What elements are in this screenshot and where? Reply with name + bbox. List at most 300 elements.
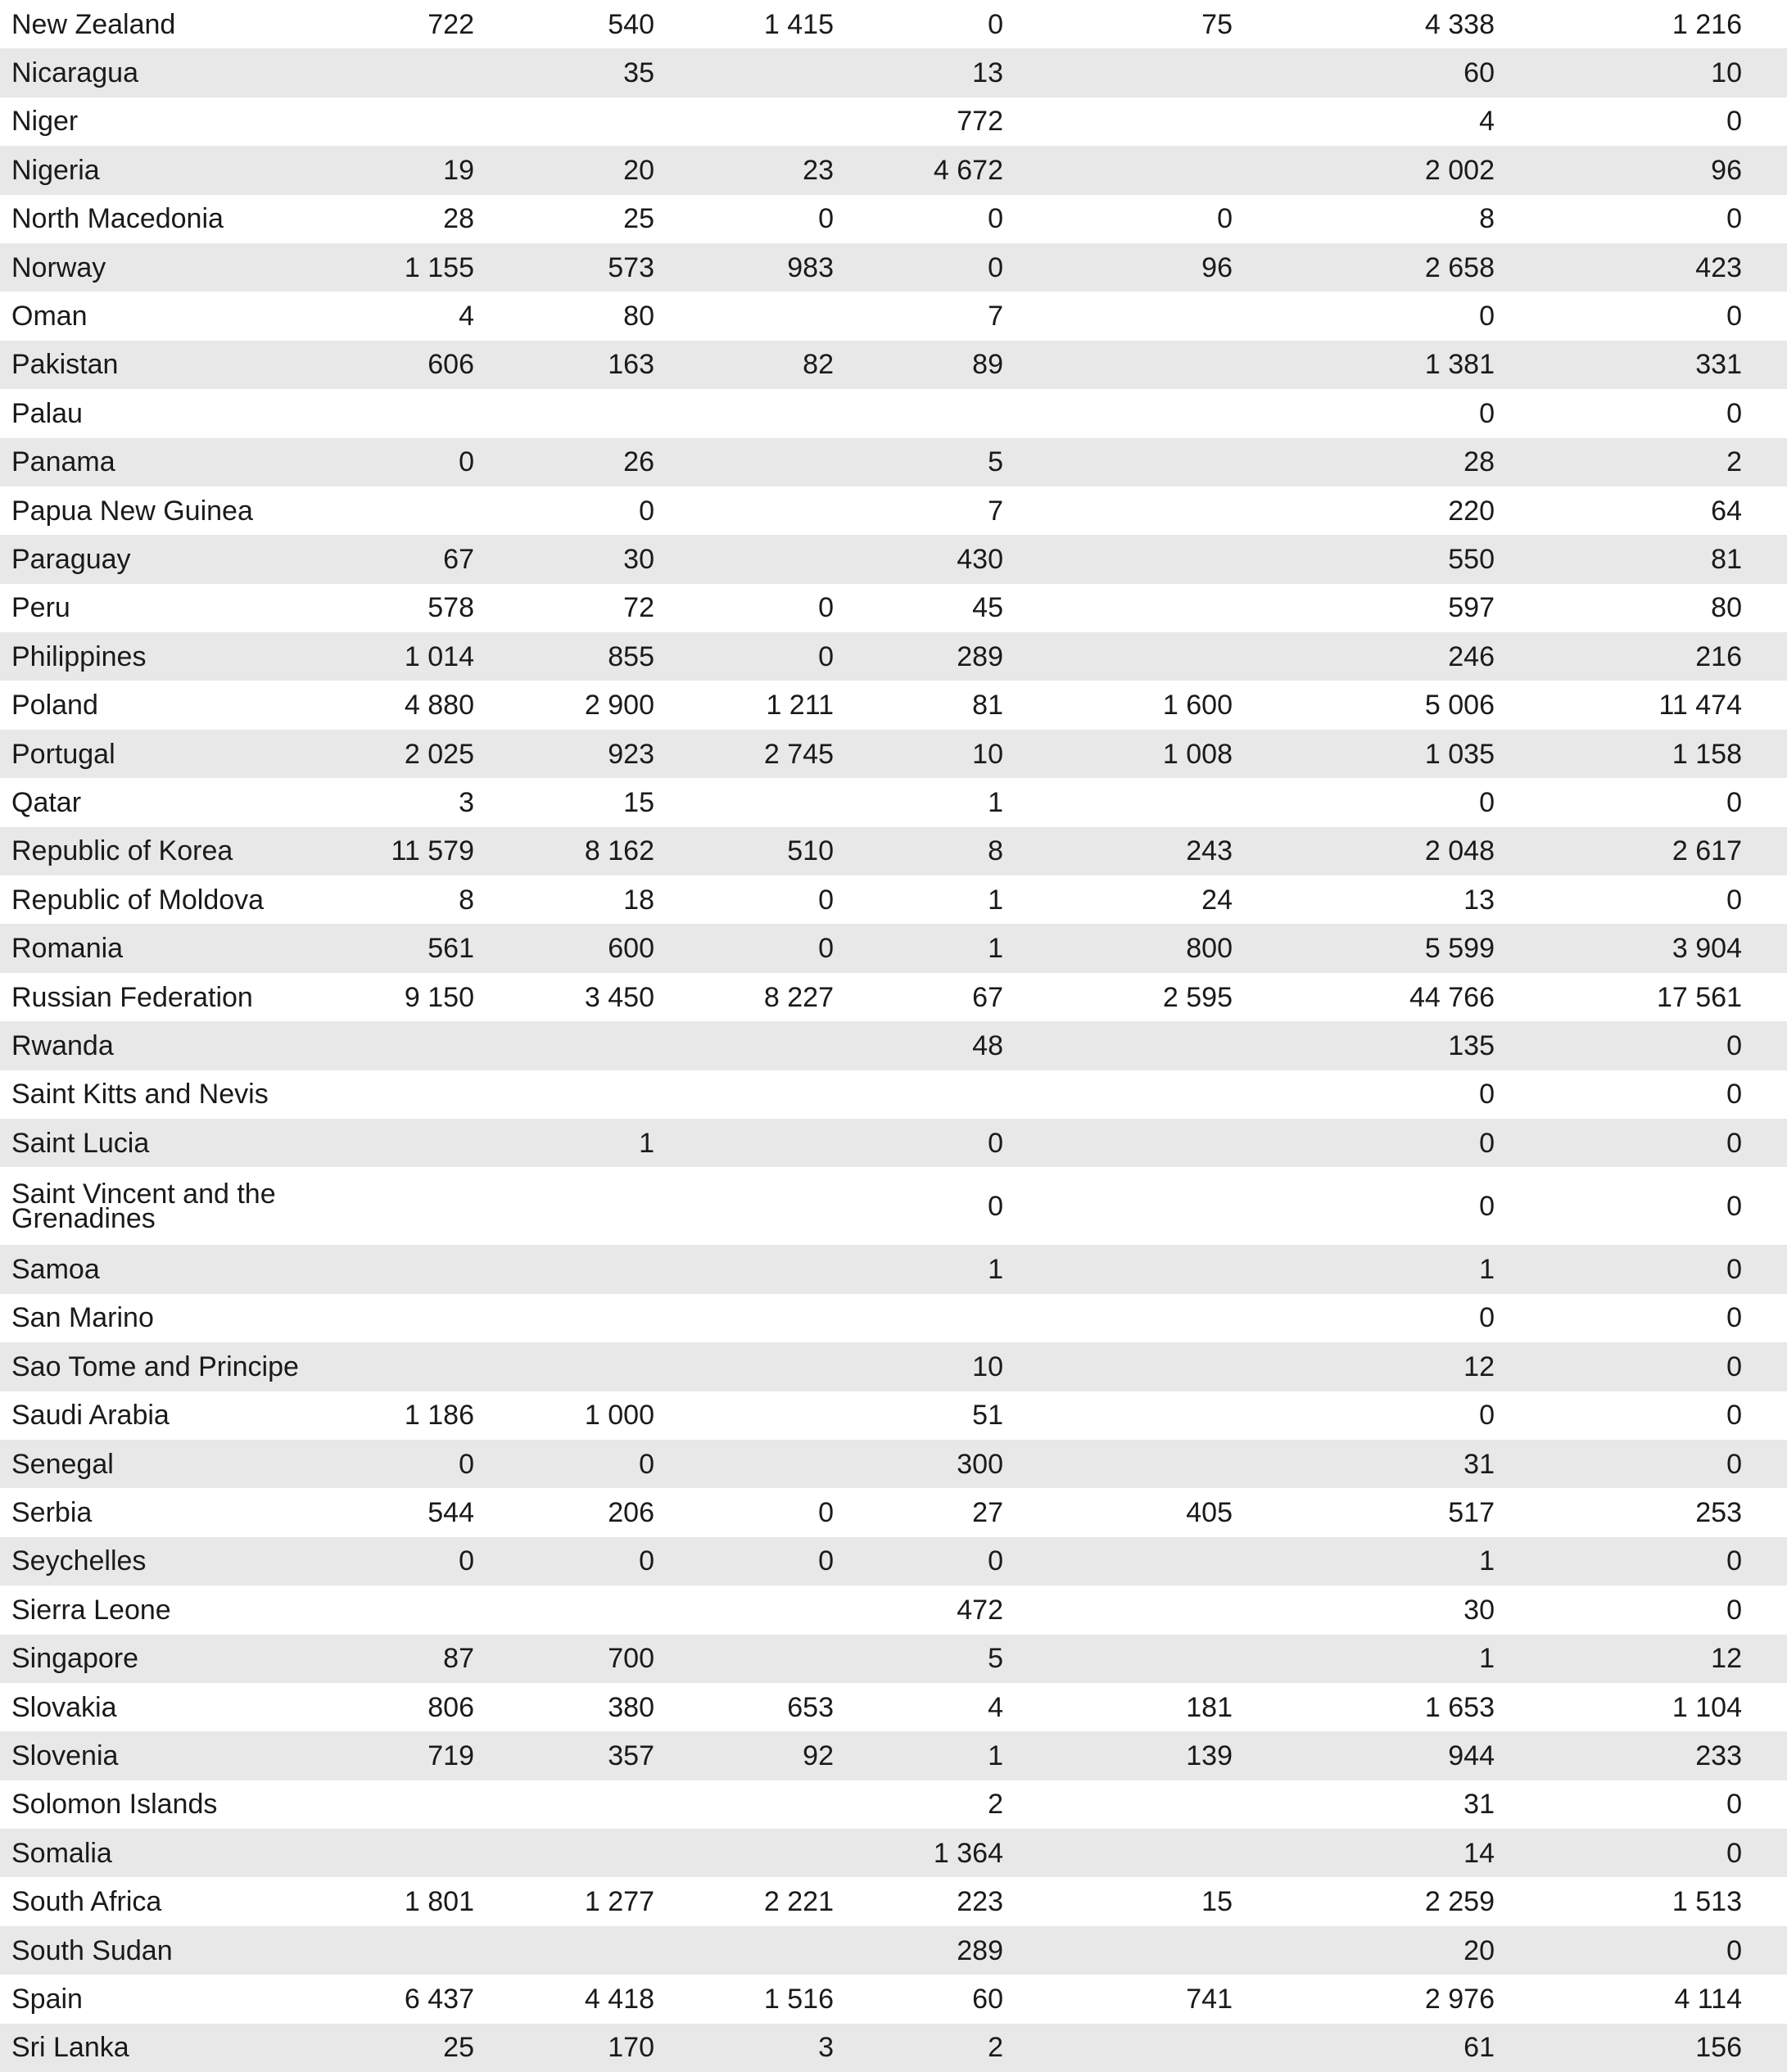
value-cell: 0 [1278,1294,1540,1342]
value-cell: 12 [1278,1342,1540,1391]
value-cell: 25 [344,2024,520,2072]
value-cell [700,535,880,583]
value-cell: 156 [1540,2024,1787,2072]
country-cell: Spain [0,1975,344,2023]
value-cell [520,1294,700,1342]
value-cell: 0 [1540,1167,1787,1245]
value-cell: 2 617 [1540,827,1787,875]
country-cell: Romania [0,924,344,972]
value-cell: 1 [1278,1537,1540,1586]
value-cell: 700 [520,1635,700,1683]
value-cell: 1 158 [1540,730,1787,778]
value-cell: 0 [1278,778,1540,826]
value-cell [520,1926,700,1975]
country-cell: Singapore [0,1635,344,1683]
country-cell: Republic of Korea [0,827,344,875]
value-cell: 0 [1540,1021,1787,1070]
country-cell: Qatar [0,778,344,826]
value-cell [520,1586,700,1634]
value-cell: 772 [880,97,1049,146]
value-cell: 13 [1278,875,1540,924]
value-cell [700,1119,880,1167]
value-cell: 1 [1278,1635,1540,1683]
value-cell: 944 [1278,1731,1540,1780]
value-cell: 28 [1278,438,1540,486]
value-cell: 48 [880,1021,1049,1070]
value-cell: 1 381 [1278,341,1540,389]
value-cell: 1 [880,924,1049,972]
value-cell: 1 216 [1540,0,1787,48]
value-cell [700,1245,880,1293]
value-cell [700,1070,880,1119]
value-cell: 24 [1049,875,1278,924]
value-cell: 28 [344,195,520,243]
value-cell: 1 277 [520,1877,700,1925]
country-cell: Saint Kitts and Nevis [0,1070,344,1119]
value-cell: 35 [520,48,700,97]
value-cell: 2 595 [1049,973,1278,1021]
value-cell: 7 [880,292,1049,340]
value-cell: 3 450 [520,973,700,1021]
table-row [0,973,1787,1021]
country-cell: Peru [0,584,344,632]
value-cell [700,1342,880,1391]
table-row [0,1829,1787,1877]
value-cell: 80 [1540,584,1787,632]
table-row [0,243,1787,292]
value-cell: 5 599 [1278,924,1540,972]
value-cell: 81 [1540,535,1787,583]
value-cell: 87 [344,1635,520,1683]
value-cell [1049,2024,1278,2072]
value-cell: 517 [1278,1488,1540,1536]
value-cell: 4 114 [1540,1975,1787,2023]
value-cell: 14 [1278,1829,1540,1877]
table-row [0,1245,1787,1293]
value-cell: 181 [1049,1683,1278,1731]
value-cell: 8 [1278,195,1540,243]
country-cell: Portugal [0,730,344,778]
value-cell [880,1294,1049,1342]
value-cell: 4 [1278,97,1540,146]
country-cell: Samoa [0,1245,344,1293]
table-row [0,1683,1787,1731]
value-cell: 4 672 [880,146,1049,194]
value-cell [700,1829,880,1877]
value-cell: 0 [1540,1294,1787,1342]
value-cell [700,1440,880,1488]
value-cell: 5 [880,438,1049,486]
table-row [0,389,1787,437]
value-cell [1049,48,1278,97]
value-cell [700,486,880,535]
value-cell: 0 [880,195,1049,243]
value-cell [344,1586,520,1634]
table-row [0,292,1787,340]
value-cell [1049,632,1278,681]
country-cell: Saint Vincent and the Grenadines [0,1167,344,1245]
value-cell: 10 [880,1342,1049,1391]
table-row [0,1391,1787,1440]
table-row [0,1440,1787,1488]
table-row [0,584,1787,632]
value-cell: 1 008 [1049,730,1278,778]
value-cell: 0 [880,0,1049,48]
value-cell: 578 [344,584,520,632]
value-cell: 243 [1049,827,1278,875]
value-cell: 96 [1540,146,1787,194]
value-cell: 722 [344,0,520,48]
value-cell [344,1342,520,1391]
value-cell: 472 [880,1586,1049,1634]
value-cell: 0 [1540,389,1787,437]
table-row [0,1975,1787,2023]
value-cell [344,1926,520,1975]
table-row [0,632,1787,681]
value-cell: 9 150 [344,973,520,1021]
value-cell: 0 [1540,195,1787,243]
value-cell [520,1245,700,1293]
value-cell: 61 [1278,2024,1540,2072]
value-cell: 0 [1540,1245,1787,1293]
country-cell: Oman [0,292,344,340]
country-cell: Slovakia [0,1683,344,1731]
value-cell: 0 [344,1440,520,1488]
value-cell [344,1245,520,1293]
value-cell: 1 415 [700,0,880,48]
value-cell: 60 [880,1975,1049,2023]
value-cell [700,389,880,437]
value-cell: 0 [880,1537,1049,1586]
value-cell: 550 [1278,535,1540,583]
value-cell: 0 [1540,778,1787,826]
value-cell: 170 [520,2024,700,2072]
value-cell: 220 [1278,486,1540,535]
value-cell: 1 [880,1731,1049,1780]
value-cell [1049,1440,1278,1488]
value-cell: 0 [520,1537,700,1586]
value-cell [344,1829,520,1877]
country-cell: Poland [0,681,344,729]
value-cell [1049,1829,1278,1877]
value-cell: 4 [344,292,520,340]
value-cell: 0 [344,1537,520,1586]
table-row [0,438,1787,486]
country-cell: Paraguay [0,535,344,583]
value-cell [344,1119,520,1167]
value-cell [1049,584,1278,632]
value-cell: 540 [520,0,700,48]
value-cell: 800 [1049,924,1278,972]
value-cell: 80 [520,292,700,340]
value-cell: 2 [880,2024,1049,2072]
table-row [0,1294,1787,1342]
table-row [0,1488,1787,1536]
country-cell: Panama [0,438,344,486]
value-cell: 8 [344,875,520,924]
value-cell: 0 [1540,1829,1787,1877]
value-cell: 0 [1278,292,1540,340]
value-cell: 5 006 [1278,681,1540,729]
value-cell: 0 [1540,1391,1787,1440]
value-cell: 7 [880,486,1049,535]
country-cell: Seychelles [0,1537,344,1586]
value-cell [1049,1391,1278,1440]
value-cell: 67 [880,973,1049,1021]
table-row [0,486,1787,535]
value-cell [700,97,880,146]
value-cell [700,1021,880,1070]
value-cell: 82 [700,341,880,389]
country-cell: New Zealand [0,0,344,48]
value-cell: 72 [520,584,700,632]
value-cell [1049,1070,1278,1119]
value-cell: 1 104 [1540,1683,1787,1731]
value-cell [880,389,1049,437]
table-row [0,1167,1787,1245]
value-cell: 44 766 [1278,973,1540,1021]
value-cell: 216 [1540,632,1787,681]
country-cell: North Macedonia [0,195,344,243]
country-cell: Palau [0,389,344,437]
value-cell: 573 [520,243,700,292]
value-cell: 0 [1540,1119,1787,1167]
value-cell: 18 [520,875,700,924]
value-cell: 0 [700,1488,880,1536]
country-cell: Nicaragua [0,48,344,97]
value-cell [700,438,880,486]
value-cell [700,1294,880,1342]
country-cell: Rwanda [0,1021,344,1070]
value-cell: 0 [1278,1167,1540,1245]
value-cell: 1 [880,778,1049,826]
value-cell: 1 155 [344,243,520,292]
value-cell: 0 [1540,97,1787,146]
country-cell: Philippines [0,632,344,681]
value-cell: 0 [1540,1586,1787,1634]
value-cell: 1 801 [344,1877,520,1925]
table-row [0,827,1787,875]
value-cell: 0 [700,584,880,632]
value-cell: 561 [344,924,520,972]
table-row [0,1119,1787,1167]
value-cell [1049,389,1278,437]
value-cell: 3 [344,778,520,826]
value-cell: 135 [1278,1021,1540,1070]
value-cell: 2 221 [700,1877,880,1925]
value-cell [1049,146,1278,194]
table-row [0,1780,1787,1829]
value-cell [344,1294,520,1342]
value-cell: 0 [880,1119,1049,1167]
country-cell: Sierra Leone [0,1586,344,1634]
value-cell: 855 [520,632,700,681]
table-row [0,195,1787,243]
value-cell [520,1167,700,1245]
value-cell: 0 [700,1537,880,1586]
value-cell: 0 [880,1167,1049,1245]
value-cell: 600 [520,924,700,972]
value-cell: 1 513 [1540,1877,1787,1925]
value-cell: 92 [700,1731,880,1780]
value-cell: 246 [1278,632,1540,681]
value-cell: 423 [1540,243,1787,292]
country-cell: Niger [0,97,344,146]
value-cell: 3 904 [1540,924,1787,972]
value-cell: 206 [520,1488,700,1536]
value-cell [1049,778,1278,826]
table-row [0,341,1787,389]
value-cell: 1 516 [700,1975,880,2023]
value-cell: 0 [1540,1926,1787,1975]
value-cell: 289 [880,632,1049,681]
value-cell: 357 [520,1731,700,1780]
value-cell: 20 [520,146,700,194]
country-cell: Russian Federation [0,973,344,1021]
country-cell: South Sudan [0,1926,344,1975]
value-cell: 2 [880,1780,1049,1829]
value-cell [700,778,880,826]
value-cell: 2 745 [700,730,880,778]
value-cell: 253 [1540,1488,1787,1536]
value-cell [700,1635,880,1683]
value-cell [344,1167,520,1245]
table-row [0,778,1787,826]
value-cell: 2 976 [1278,1975,1540,2023]
value-cell: 806 [344,1683,520,1731]
value-cell: 0 [1049,195,1278,243]
value-cell: 1 035 [1278,730,1540,778]
value-cell: 17 561 [1540,973,1787,1021]
value-cell: 0 [1278,1391,1540,1440]
country-cell: San Marino [0,1294,344,1342]
value-cell [1049,438,1278,486]
country-cell: Somalia [0,1829,344,1877]
value-cell: 45 [880,584,1049,632]
value-cell: 30 [520,535,700,583]
value-cell [1049,1586,1278,1634]
country-cell: Solomon Islands [0,1780,344,1829]
value-cell: 1 [880,875,1049,924]
value-cell: 223 [880,1877,1049,1925]
value-cell: 1 [1278,1245,1540,1293]
value-cell: 0 [1540,1780,1787,1829]
value-cell: 2 025 [344,730,520,778]
value-cell [700,1167,880,1245]
value-cell: 2 259 [1278,1877,1540,1925]
value-cell: 0 [1278,389,1540,437]
value-cell: 0 [700,875,880,924]
value-cell: 1 186 [344,1391,520,1440]
value-cell: 26 [520,438,700,486]
value-cell [1049,1537,1278,1586]
value-cell [1049,1245,1278,1293]
value-cell: 0 [1540,292,1787,340]
value-cell: 0 [520,1440,700,1488]
value-cell: 8 [880,827,1049,875]
value-cell: 31 [1278,1440,1540,1488]
value-cell [520,1342,700,1391]
value-cell [1049,97,1278,146]
value-cell: 31 [1278,1780,1540,1829]
value-cell: 0 [1278,1119,1540,1167]
value-cell: 6 437 [344,1975,520,2023]
value-cell: 12 [1540,1635,1787,1683]
value-cell: 11 474 [1540,681,1787,729]
value-cell [1049,1926,1278,1975]
value-cell: 2 658 [1278,243,1540,292]
value-cell: 0 [1540,1070,1787,1119]
value-cell: 67 [344,535,520,583]
value-cell: 163 [520,341,700,389]
value-cell: 0 [1540,1537,1787,1586]
value-cell: 60 [1278,48,1540,97]
value-cell: 23 [700,146,880,194]
value-cell: 30 [1278,1586,1540,1634]
value-cell: 2 900 [520,681,700,729]
value-cell [344,1780,520,1829]
value-cell: 0 [880,243,1049,292]
value-cell: 0 [700,632,880,681]
value-cell: 89 [880,341,1049,389]
table-row [0,1070,1787,1119]
value-cell: 1 000 [520,1391,700,1440]
value-cell: 5 [880,1635,1049,1683]
country-cell: Saint Lucia [0,1119,344,1167]
value-cell: 380 [520,1683,700,1731]
value-cell [1049,486,1278,535]
value-cell: 139 [1049,1731,1278,1780]
value-cell: 1 600 [1049,681,1278,729]
value-cell: 430 [880,535,1049,583]
country-cell: Nigeria [0,146,344,194]
country-cell: Sao Tome and Principe [0,1342,344,1391]
value-cell [344,1021,520,1070]
table-row [0,2024,1787,2072]
table-row [0,924,1787,972]
value-cell: 4 [880,1683,1049,1731]
country-cell: Senegal [0,1440,344,1488]
value-cell [520,97,700,146]
value-cell [520,1780,700,1829]
value-cell: 983 [700,243,880,292]
table-row [0,97,1787,146]
value-cell: 75 [1049,0,1278,48]
value-cell: 2 048 [1278,827,1540,875]
value-cell: 8 162 [520,827,700,875]
value-cell: 13 [880,48,1049,97]
value-cell [344,97,520,146]
value-cell: 3 [700,2024,880,2072]
value-cell [700,1780,880,1829]
value-cell: 1 [880,1245,1049,1293]
value-cell: 0 [700,195,880,243]
value-cell: 11 579 [344,827,520,875]
value-cell: 81 [880,681,1049,729]
table-row [0,1586,1787,1634]
value-cell: 0 [344,438,520,486]
value-cell: 405 [1049,1488,1278,1536]
value-cell: 4 338 [1278,0,1540,48]
value-cell: 15 [1049,1877,1278,1925]
value-cell: 4 880 [344,681,520,729]
value-cell: 0 [1278,1070,1540,1119]
value-cell [520,1070,700,1119]
value-cell [520,1829,700,1877]
value-cell [700,1391,880,1440]
value-cell [520,1021,700,1070]
table-row [0,1635,1787,1683]
